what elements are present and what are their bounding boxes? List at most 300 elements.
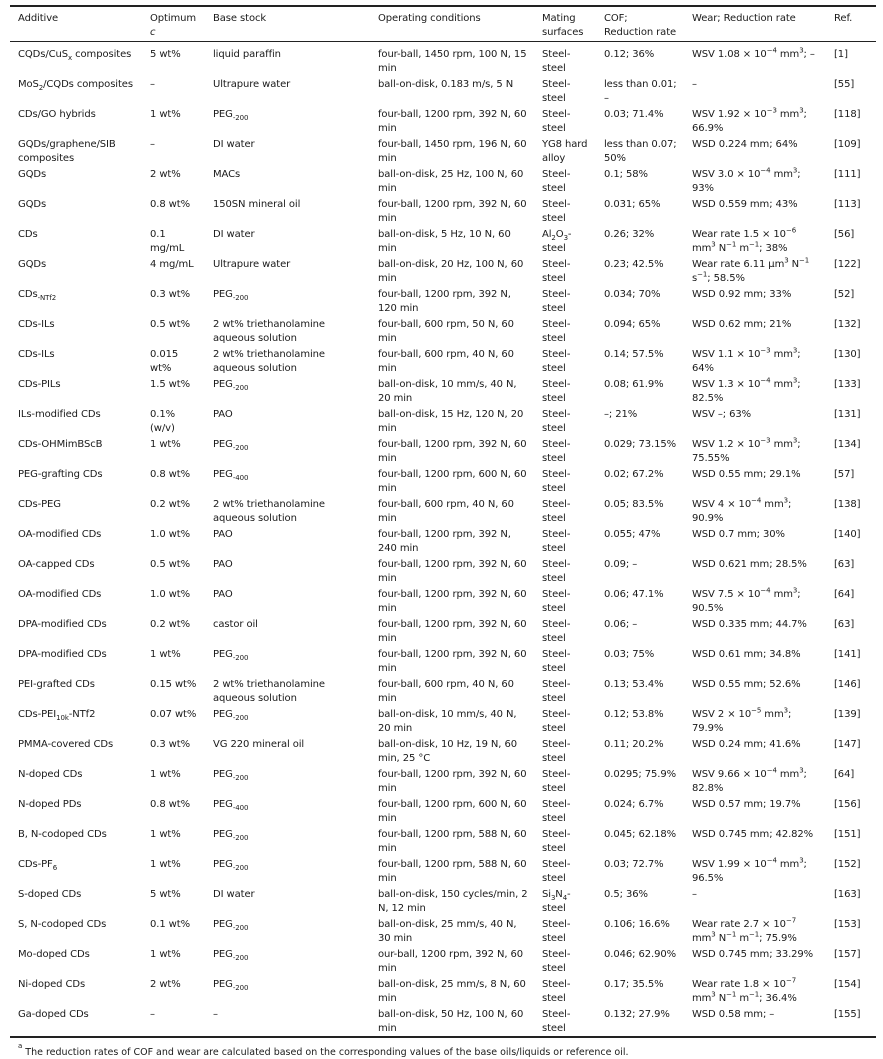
cell-cof: 0.08; 61.9% bbox=[604, 379, 664, 390]
table-row bbox=[10, 586, 876, 616]
cell-wear: WSD 0.335 mm; 44.7% bbox=[692, 619, 807, 630]
cell-base: Ultrapure water bbox=[213, 79, 291, 90]
cell-wear: WSD 0.24 mm; 41.6% bbox=[692, 739, 801, 750]
cell-cof: 0.029; 73.15% bbox=[604, 439, 677, 450]
table-row bbox=[10, 376, 876, 406]
cell-optimum: 0.1 mg/mL bbox=[150, 229, 185, 254]
cell-wear: WSV $7.5 \times 10^{-4}$ $mm^3$; 90.5% bbox=[692, 586, 801, 614]
table-row bbox=[10, 286, 876, 316]
cell-surfaces: Steel-steel bbox=[542, 619, 571, 644]
cell-optimum: 0.015 wt% bbox=[150, 349, 179, 374]
cell-surfaces: $Al_2O_3$-steel bbox=[542, 229, 572, 254]
cell-wear: Wear rate 6.11 $\mu m^3$ $N^{-1}$ $s^{-1}$; 58.5% bbox=[692, 256, 810, 284]
header-base-stock: Base stock bbox=[213, 13, 267, 24]
table-row bbox=[10, 226, 876, 256]
cell-additive: N-doped PDs bbox=[18, 799, 82, 810]
cell-surfaces: Steel-steel bbox=[542, 379, 571, 404]
cell-optimum: – bbox=[150, 79, 155, 90]
cell-surfaces: Steel-steel bbox=[542, 859, 571, 884]
cell-cof: 0.045; 62.18% bbox=[604, 829, 677, 840]
cell-additive: S, N-codoped CDs bbox=[18, 919, 107, 930]
cell-ref: [55] bbox=[834, 79, 855, 90]
cell-wear: WSD 0.58 mm; – bbox=[692, 1009, 775, 1020]
cell-surfaces: Steel-steel bbox=[542, 769, 571, 794]
cell-additive: S-doped CDs bbox=[18, 889, 82, 900]
cell-cof: 0.06; 47.1% bbox=[604, 589, 664, 600]
cell-conditions: ball-on-disk, 150 cycles/min, 2 N, 12 min bbox=[378, 889, 528, 914]
cell-cof: 0.024; 6.7% bbox=[604, 799, 664, 810]
cell-wear: WSD 0.559 mm; 43% bbox=[692, 199, 798, 210]
cell-conditions: four-ball, 1450 rpm, 196 N, 60 min bbox=[378, 139, 527, 164]
cell-surfaces: Steel-steel bbox=[542, 1009, 571, 1034]
header-mating-surfaces bbox=[534, 7, 596, 42]
cell-base: $PEG_{-200}$ bbox=[213, 439, 249, 452]
cell-wear: WSV $1.2 \times 10^{-3}$ $mm^3$; 75.55% bbox=[692, 436, 801, 464]
cell-base: MACs bbox=[213, 169, 241, 180]
table-row bbox=[10, 136, 876, 166]
table-row bbox=[10, 106, 876, 136]
cell-wear: WSV $1.3 \times 10^{-4}$ $mm^3$; 82.5% bbox=[692, 376, 801, 404]
cell-additive: PEG-grafting CDs bbox=[18, 469, 103, 480]
cell-wear: WSV $1.92 \times 10^{-3}$ $mm^3$; 66.9% bbox=[692, 106, 807, 134]
cell-wear: WSD 0.55 mm; 52.6% bbox=[692, 679, 801, 690]
table-body bbox=[10, 42, 876, 1037]
header-optimum bbox=[142, 7, 205, 42]
cell-base: PAO bbox=[213, 409, 233, 420]
cell-additive: GQDs/graphene/SIB composites bbox=[18, 139, 116, 164]
cell-ref: [56] bbox=[834, 229, 855, 240]
cell-wear: WSD 0.224 mm; 64% bbox=[692, 139, 798, 150]
cell-additive: CDs-PILs bbox=[18, 379, 61, 390]
cell-optimum: 2 wt% bbox=[150, 169, 181, 180]
cell-wear: WSD 0.55 mm; 29.1% bbox=[692, 469, 801, 480]
cell-optimum: 0.3 wt% bbox=[150, 289, 190, 300]
table-row bbox=[10, 706, 876, 736]
cell-cof: 0.03; 71.4% bbox=[604, 109, 664, 120]
cell-conditions: four-ball, 1200 rpm, 392 N, 60 min bbox=[378, 199, 527, 224]
cell-optimum: 0.5 wt% bbox=[150, 319, 190, 330]
footnote-mark: a bbox=[18, 1042, 23, 1050]
cell-optimum: 0.3 wt% bbox=[150, 739, 190, 750]
cell-additive: OA-capped CDs bbox=[18, 559, 95, 570]
cell-additive: N-doped CDs bbox=[18, 769, 83, 780]
cell-conditions: ball-on-disk, 20 Hz, 100 N, 60 min bbox=[378, 259, 524, 284]
cell-wear: WSV $2 \times 10^{-5}$ $mm^3$; 79.9% bbox=[692, 706, 792, 734]
cell-optimum: 0.8 wt% bbox=[150, 799, 190, 810]
cell-optimum: 1 wt% bbox=[150, 859, 181, 870]
cell-surfaces: Steel-steel bbox=[542, 979, 571, 1004]
cell-surfaces: Steel-steel bbox=[542, 439, 571, 464]
cell-base: $PEG_{-200}$ bbox=[213, 709, 249, 722]
cell-optimum: 1 wt% bbox=[150, 949, 181, 960]
cell-ref: [133] bbox=[834, 379, 861, 390]
table-footnote bbox=[10, 1038, 876, 1059]
cell-surfaces: Steel-steel bbox=[542, 679, 571, 704]
cell-surfaces: $Si_3N_4$-steel bbox=[542, 889, 571, 914]
cell-ref: [156] bbox=[834, 799, 861, 810]
cell-cof: –; 21% bbox=[604, 409, 638, 420]
cell-additive: GQDs bbox=[18, 259, 47, 270]
cell-wear: WSD 0.621 mm; 28.5% bbox=[692, 559, 807, 570]
lubricant-additives-table bbox=[10, 7, 876, 1036]
cell-ref: [154] bbox=[834, 979, 861, 990]
cell-surfaces: Steel-steel bbox=[542, 589, 571, 614]
cell-cof: 0.12; 53.8% bbox=[604, 709, 664, 720]
cell-base: – bbox=[213, 1009, 218, 1020]
cell-conditions: four-ball, 1200 rpm, 588 N, 60 min bbox=[378, 829, 527, 854]
cell-cof: 0.034; 70% bbox=[604, 289, 661, 300]
cell-additive: CDs-ILs bbox=[18, 319, 55, 330]
cell-optimum: 0.2 wt% bbox=[150, 499, 190, 510]
table-row bbox=[10, 766, 876, 796]
cell-ref: [138] bbox=[834, 499, 861, 510]
cell-ref: [64] bbox=[834, 769, 855, 780]
cell-cof: 0.13; 53.4% bbox=[604, 679, 664, 690]
cell-cof: 0.055; 47% bbox=[604, 529, 661, 540]
cell-conditions: four-ball, 1200 rpm, 392 N, 60 min bbox=[378, 619, 527, 644]
cell-optimum: 1 wt% bbox=[150, 649, 181, 660]
cell-surfaces: Steel-steel bbox=[542, 469, 571, 494]
cell-additive: CDs-ILs bbox=[18, 349, 55, 360]
cell-wear: WSV $4 \times 10^{-4}$ $mm^3$; 90.9% bbox=[692, 496, 792, 524]
cell-wear: – bbox=[692, 79, 697, 90]
table-row bbox=[10, 76, 876, 106]
cell-optimum: 5 wt% bbox=[150, 889, 181, 900]
cell-additive: CDs-PEG bbox=[18, 499, 61, 510]
cell-optimum: 0.1% (w/v) bbox=[150, 409, 176, 434]
cell-ref: [111] bbox=[834, 169, 861, 180]
cell-wear: – bbox=[692, 889, 697, 900]
cell-surfaces: Steel-steel bbox=[542, 799, 571, 824]
cell-cof: 0.031; 65% bbox=[604, 199, 661, 210]
cell-wear: WSV –; 63% bbox=[692, 409, 752, 420]
cell-conditions: four-ball, 1200 rpm, 600 N, 60 min bbox=[378, 469, 527, 494]
cell-cof: less than 0.07; 50% bbox=[604, 139, 677, 164]
cell-wear: WSD 0.57 mm; 19.7% bbox=[692, 799, 801, 810]
table-row bbox=[10, 736, 876, 766]
cell-ref: [131] bbox=[834, 409, 861, 420]
cell-surfaces: Steel-steel bbox=[542, 169, 571, 194]
table-row bbox=[10, 316, 876, 346]
cell-conditions: four-ball, 1450 rpm, 100 N, 15 min bbox=[378, 49, 527, 74]
table-row bbox=[10, 616, 876, 646]
cell-base: $PEG_{-200}$ bbox=[213, 919, 249, 932]
cell-cof: 0.03; 72.7% bbox=[604, 859, 664, 870]
cell-base: $PEG_{-200}$ bbox=[213, 649, 249, 662]
cell-optimum: 0.5 wt% bbox=[150, 559, 190, 570]
cell-base: 2 wt% triethanolamine aqueous solution bbox=[213, 679, 325, 704]
cell-conditions: ball-on-disk, 25 mm/s, 8 N, 60 min bbox=[378, 979, 526, 1004]
cell-optimum: 1.5 wt% bbox=[150, 379, 190, 390]
cell-wear: WSV $1.08 \times 10^{-4}$ $mm^3$; – bbox=[692, 46, 815, 60]
cell-surfaces: Steel-steel bbox=[542, 199, 571, 224]
cell-optimum: 0.15 wt% bbox=[150, 679, 197, 690]
header-cof-line2: Reduction rate bbox=[604, 27, 677, 38]
table-row bbox=[10, 796, 876, 826]
cell-surfaces: Steel-steel bbox=[542, 109, 571, 134]
cell-surfaces: Steel-steel bbox=[542, 529, 571, 554]
cell-optimum: 2 wt% bbox=[150, 979, 181, 990]
cell-ref: [157] bbox=[834, 949, 861, 960]
cell-base: 2 wt% triethanolamine aqueous solution bbox=[213, 499, 325, 524]
cell-conditions: our-ball, 1200 rpm, 392 N, 60 min bbox=[378, 949, 524, 974]
cell-surfaces: Steel-steel bbox=[542, 829, 571, 854]
cell-optimum: 4 mg/mL bbox=[150, 259, 194, 270]
cell-ref: [155] bbox=[834, 1009, 861, 1020]
cell-base: Ultrapure water bbox=[213, 259, 291, 270]
header-ref: Ref. bbox=[834, 13, 853, 24]
cell-additive: CDs-$PEI_{10k}-NTf2$ bbox=[18, 709, 96, 722]
cell-base: 150SN mineral oil bbox=[213, 199, 301, 210]
cell-base: DI water bbox=[213, 229, 255, 240]
cell-optimum: 5 wt% bbox=[150, 49, 181, 60]
cell-cof: 0.132; 27.9% bbox=[604, 1009, 670, 1020]
header-additive: Additive bbox=[18, 13, 59, 24]
cell-base: $PEG_{-200}$ bbox=[213, 979, 249, 992]
cell-conditions: four-ball, 600 rpm, 40 N, 60 min bbox=[378, 499, 514, 524]
cell-ref: [152] bbox=[834, 859, 861, 870]
cell-additive: CDs$_{-NTf2}$ bbox=[18, 289, 57, 302]
cell-optimum: 1 wt% bbox=[150, 109, 181, 120]
cell-additive: GQDs bbox=[18, 169, 47, 180]
cell-cof: 0.5; 36% bbox=[604, 889, 648, 900]
cell-base: PAO bbox=[213, 529, 233, 540]
cell-additive: CQDs/CuS$_x$ composites bbox=[18, 49, 132, 62]
cell-wear: WSD 0.62 mm; 21% bbox=[692, 319, 792, 330]
cell-cof: 0.1; 58% bbox=[604, 169, 648, 180]
cell-conditions: four-ball, 1200 rpm, 392 N, 120 min bbox=[378, 289, 511, 314]
table-row bbox=[10, 436, 876, 466]
cell-optimum: 1.0 wt% bbox=[150, 589, 190, 600]
cell-cof: 0.26; 32% bbox=[604, 229, 655, 240]
cell-ref: [140] bbox=[834, 529, 861, 540]
table-row bbox=[10, 1006, 876, 1036]
cell-base: $PEG_{-200}$ bbox=[213, 829, 249, 842]
table-row bbox=[10, 856, 876, 886]
header-cof bbox=[596, 7, 684, 42]
cell-cof: 0.03; 75% bbox=[604, 649, 655, 660]
cell-optimum: 0.2 wt% bbox=[150, 619, 190, 630]
cell-conditions: ball-on-disk, 15 Hz, 120 N, 20 min bbox=[378, 409, 524, 434]
cell-optimum: 0.8 wt% bbox=[150, 469, 190, 480]
cell-base: PAO bbox=[213, 589, 233, 600]
cell-ref: [109] bbox=[834, 139, 861, 150]
cell-surfaces: Steel-steel bbox=[542, 949, 571, 974]
cell-base: DI water bbox=[213, 139, 255, 150]
header-mating-line1: Mating bbox=[542, 13, 576, 24]
table-row bbox=[10, 556, 876, 586]
cell-ref: [141] bbox=[834, 649, 861, 660]
cell-cof: 0.046; 62.90% bbox=[604, 949, 677, 960]
table-row bbox=[10, 646, 876, 676]
cell-base: liquid paraffin bbox=[213, 49, 281, 60]
cell-surfaces: Steel-steel bbox=[542, 289, 571, 314]
header-wear: Wear; Reduction rate bbox=[692, 13, 796, 24]
cell-surfaces: Steel-steel bbox=[542, 739, 571, 764]
cell-wear: WSD 0.7 mm; 30% bbox=[692, 529, 785, 540]
cell-wear: WSV $9.66 \times 10^{-4}$ $mm^3$; 82.8% bbox=[692, 766, 807, 794]
cell-surfaces: Steel-steel bbox=[542, 409, 571, 434]
footnote-text: The reduction rates of COF and wear are calculated based on the corresponding values of the base oils/liquids or reference oil. bbox=[25, 1047, 629, 1058]
cell-additive: Ga-doped CDs bbox=[18, 1009, 89, 1020]
cell-additive: CDs bbox=[18, 229, 38, 240]
cell-surfaces: Steel-steel bbox=[542, 499, 571, 524]
cell-cof: 0.17; 35.5% bbox=[604, 979, 664, 990]
cell-ref: [134] bbox=[834, 439, 861, 450]
cell-conditions: ball-on-disk, 10 mm/s, 40 N, 20 min bbox=[378, 379, 517, 404]
cell-cof: 0.06; – bbox=[604, 619, 638, 630]
cell-wear: Wear rate $1.5 \times 10^{-6}$ $mm^3$ $N^{-1}$ $m^{-1}$; 38% bbox=[692, 226, 797, 254]
cell-cof: 0.094; 65% bbox=[604, 319, 661, 330]
table-row bbox=[10, 916, 876, 946]
cell-wear: WSD 0.61 mm; 34.8% bbox=[692, 649, 801, 660]
cell-base: 2 wt% triethanolamine aqueous solution bbox=[213, 349, 325, 374]
cell-optimum: 1 wt% bbox=[150, 829, 181, 840]
cell-base: castor oil bbox=[213, 619, 258, 630]
cell-additive: CDs-OHMimBScB bbox=[18, 439, 103, 450]
cell-conditions: four-ball, 1200 rpm, 392 N, 60 min bbox=[378, 649, 527, 674]
cell-cof: 0.09; – bbox=[604, 559, 638, 570]
cell-ref: [113] bbox=[834, 199, 861, 210]
cell-base: $PEG_{-200}$ bbox=[213, 289, 249, 302]
cell-conditions: four-ball, 1200 rpm, 392 N, 60 min bbox=[378, 439, 527, 464]
cell-wear: Wear rate $1.8 \times 10^{-7}$ $mm^3$ $N^{-1}$ $m^{-1}$; 36.4% bbox=[692, 976, 797, 1004]
table-row bbox=[10, 676, 876, 706]
header-cof-line1: COF; bbox=[604, 13, 628, 24]
cell-wear: WSD 0.745 mm; 33.29% bbox=[692, 949, 814, 960]
header-optimum-line1: Optimum bbox=[150, 13, 197, 24]
cell-surfaces: Steel-steel bbox=[542, 259, 571, 284]
cell-conditions: ball-on-disk, 5 Hz, 10 N, 60 min bbox=[378, 229, 511, 254]
cell-cof: 0.14; 57.5% bbox=[604, 349, 664, 360]
cell-ref: [139] bbox=[834, 709, 861, 720]
cell-ref: [63] bbox=[834, 559, 855, 570]
table-row bbox=[10, 946, 876, 976]
table-row bbox=[10, 166, 876, 196]
table-row bbox=[10, 526, 876, 556]
cell-conditions: four-ball, 1200 rpm, 392 N, 60 min bbox=[378, 559, 527, 584]
cell-additive: MoS$_2$/CQDs composites bbox=[18, 79, 133, 92]
cell-conditions: four-ball, 600 rpm, 50 N, 60 min bbox=[378, 319, 514, 344]
cell-additive: DPA-modified CDs bbox=[18, 619, 107, 630]
cell-ref: [118] bbox=[834, 109, 861, 120]
cell-optimum: 1.0 wt% bbox=[150, 529, 190, 540]
cell-surfaces: Steel-steel bbox=[542, 559, 571, 584]
cell-optimum: 1 wt% bbox=[150, 439, 181, 450]
cell-cof: 0.0295; 75.9% bbox=[604, 769, 677, 780]
cell-wear: WSD 0.745 mm; 42.82% bbox=[692, 829, 814, 840]
cell-base: VG 220 mineral oil bbox=[213, 739, 305, 750]
cell-cof: 0.12; 36% bbox=[604, 49, 655, 60]
cell-additive: PEI-grafted CDs bbox=[18, 679, 95, 690]
cell-additive: DPA-modified CDs bbox=[18, 649, 107, 660]
cell-optimum: 1 wt% bbox=[150, 769, 181, 780]
table-row bbox=[10, 346, 876, 376]
cell-ref: [130] bbox=[834, 349, 861, 360]
cell-ref: [57] bbox=[834, 469, 855, 480]
cell-ref: [146] bbox=[834, 679, 861, 690]
table-row bbox=[10, 496, 876, 526]
header-operating-conditions: Operating conditions bbox=[378, 13, 481, 24]
cell-conditions: ball-on-disk, 10 mm/s, 40 N, 20 min bbox=[378, 709, 517, 734]
cell-wear: WSV $1.99 \times 10^{-4}$ $mm^3$; 96.5% bbox=[692, 856, 807, 884]
cell-conditions: four-ball, 1200 rpm, 392 N, 60 min bbox=[378, 589, 527, 614]
table-row bbox=[10, 196, 876, 226]
cell-base: $PEG_{-400}$ bbox=[213, 799, 249, 812]
cell-surfaces: Steel-steel bbox=[542, 919, 571, 944]
cell-conditions: four-ball, 600 rpm, 40 N, 60 min bbox=[378, 349, 514, 374]
table-row bbox=[10, 976, 876, 1006]
cell-conditions: four-ball, 1200 rpm, 588 N, 60 min bbox=[378, 859, 527, 884]
table-row bbox=[10, 466, 876, 496]
cell-ref: [1] bbox=[834, 49, 848, 60]
header-optimum-line2: c bbox=[150, 27, 156, 38]
table-container bbox=[10, 5, 876, 1059]
cell-optimum: 0.1 wt% bbox=[150, 919, 190, 930]
cell-ref: [163] bbox=[834, 889, 861, 900]
cell-base: $PEG_{-200}$ bbox=[213, 109, 249, 122]
cell-conditions: four-ball, 1200 rpm, 392 N, 60 min bbox=[378, 769, 527, 794]
cell-base: 2 wt% triethanolamine aqueous solution bbox=[213, 319, 325, 344]
table-row bbox=[10, 886, 876, 916]
cell-wear: WSV $3.0 \times 10^{-4}$ $mm^3$; 93% bbox=[692, 166, 801, 194]
cell-surfaces: YG8 hard alloy bbox=[542, 139, 588, 164]
cell-ref: [52] bbox=[834, 289, 855, 300]
cell-ref: [132] bbox=[834, 319, 861, 330]
table-header bbox=[10, 7, 876, 42]
cell-additive: OA-modified CDs bbox=[18, 589, 102, 600]
cell-surfaces: Steel-steel bbox=[542, 709, 571, 734]
cell-optimum: 0.8 wt% bbox=[150, 199, 190, 210]
cell-additive: B, N-codoped CDs bbox=[18, 829, 107, 840]
cell-additive: ILs-modified CDs bbox=[18, 409, 101, 420]
cell-additive: OA-modified CDs bbox=[18, 529, 102, 540]
cell-additive: GQDs bbox=[18, 199, 47, 210]
cell-conditions: ball-on-disk, 50 Hz, 100 N, 60 min bbox=[378, 1009, 524, 1034]
cell-surfaces: Steel-steel bbox=[542, 79, 571, 104]
cell-cof: 0.23; 42.5% bbox=[604, 259, 664, 270]
cell-ref: [147] bbox=[834, 739, 861, 750]
cell-additive: CDs/GO hybrids bbox=[18, 109, 96, 120]
cell-wear: WSD 0.92 mm; 33% bbox=[692, 289, 792, 300]
cell-ref: [122] bbox=[834, 259, 861, 270]
cell-optimum: 0.07 wt% bbox=[150, 709, 197, 720]
header-mating-line2: surfaces bbox=[542, 27, 584, 38]
cell-surfaces: Steel-steel bbox=[542, 49, 571, 74]
cell-conditions: four-ball, 1200 rpm, 392 N, 60 min bbox=[378, 109, 527, 134]
cell-base: $PEG_{-200}$ bbox=[213, 859, 249, 872]
cell-base: $PEG_{-400}$ bbox=[213, 469, 249, 482]
cell-additive: Mo-doped CDs bbox=[18, 949, 90, 960]
cell-cof: less than 0.01; – bbox=[604, 79, 677, 104]
cell-base: DI water bbox=[213, 889, 255, 900]
cell-wear: Wear rate $2.7 \times 10^{-7}$ $mm^3$ $N^{-1}$ $m^{-1}$; 75.9% bbox=[692, 916, 797, 944]
table-row bbox=[10, 256, 876, 286]
cell-conditions: four-ball, 1200 rpm, 600 N, 60 min bbox=[378, 799, 527, 824]
cell-conditions: ball-on-disk, 0.183 m/s, 5 N bbox=[378, 79, 514, 90]
cell-ref: [64] bbox=[834, 589, 855, 600]
cell-wear: WSV $1.1 \times 10^{-3}$ $mm^3$; 64% bbox=[692, 346, 801, 374]
cell-ref: [153] bbox=[834, 919, 861, 930]
cell-surfaces: Steel-steel bbox=[542, 649, 571, 674]
cell-optimum: – bbox=[150, 1009, 155, 1020]
table-row bbox=[10, 406, 876, 436]
cell-conditions: four-ball, 600 rpm, 40 N, 60 min bbox=[378, 679, 514, 704]
cell-ref: [63] bbox=[834, 619, 855, 630]
cell-base: $PEG_{-200}$ bbox=[213, 379, 249, 392]
cell-cof: 0.02; 67.2% bbox=[604, 469, 664, 480]
cell-surfaces: Steel-steel bbox=[542, 319, 571, 344]
